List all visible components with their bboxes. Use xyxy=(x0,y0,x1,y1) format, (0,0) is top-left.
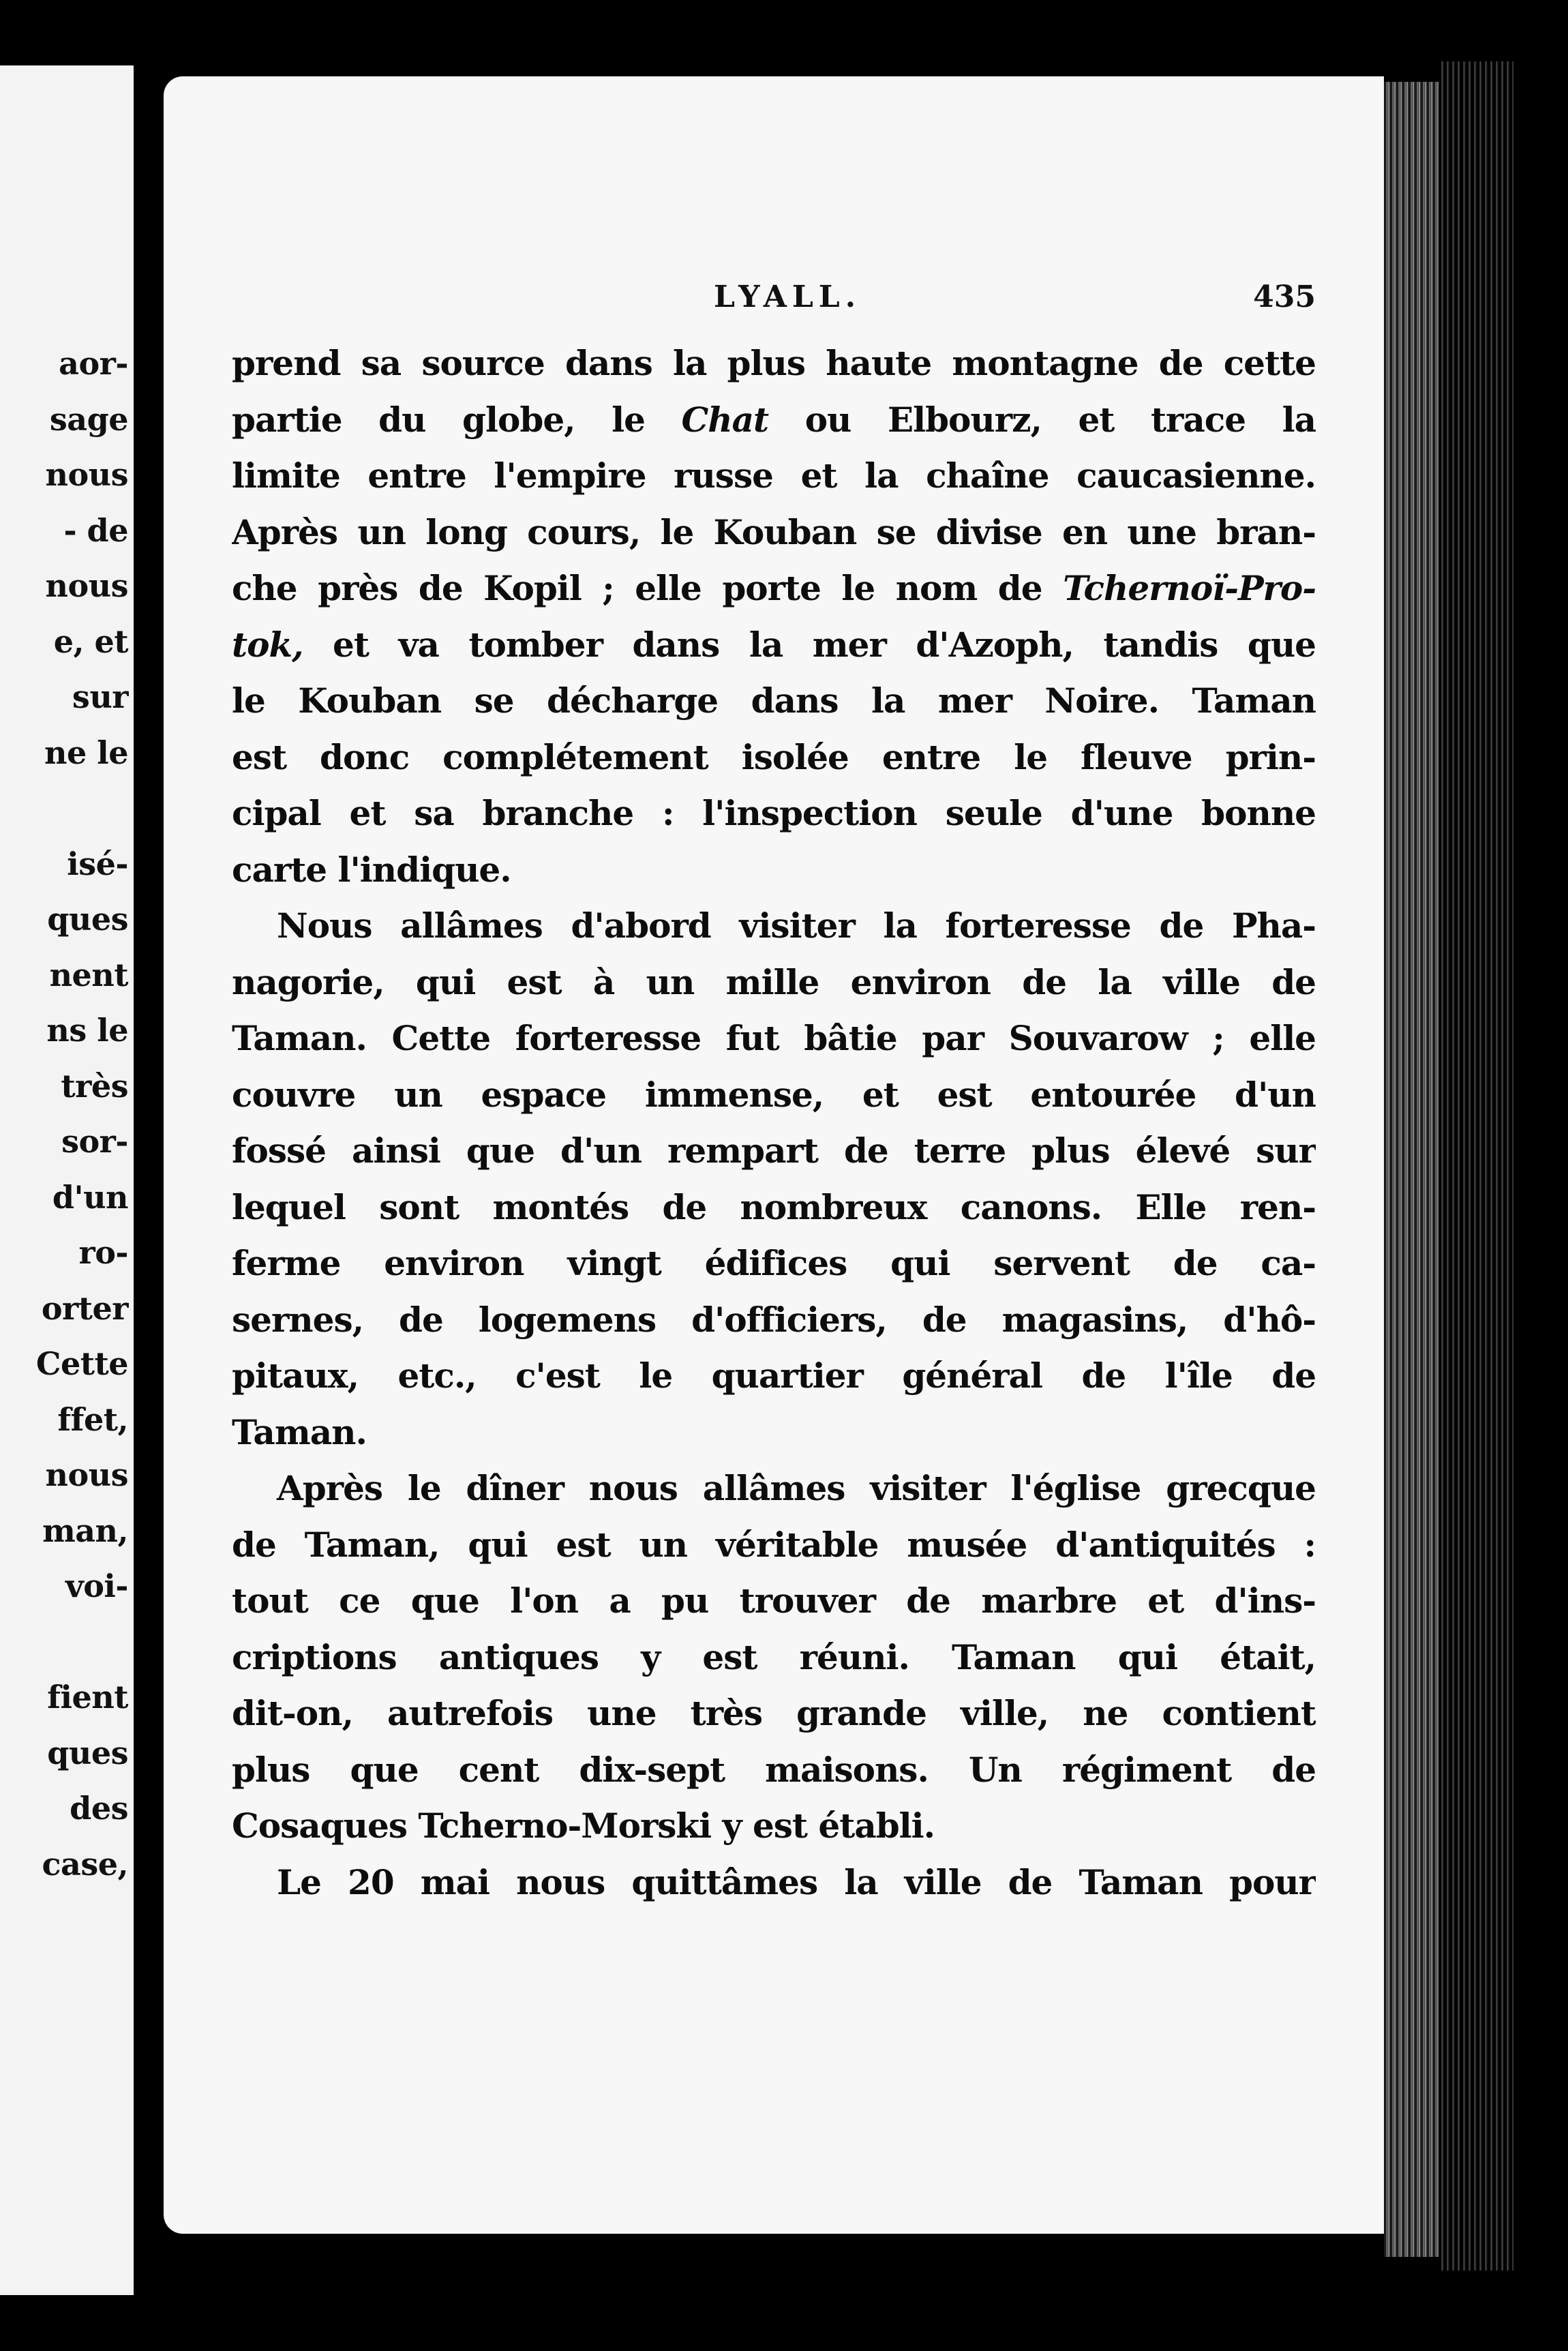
left-page-line: très xyxy=(61,1067,128,1105)
left-page-line: ques xyxy=(47,901,128,938)
text-line: sernes, de logemens d'officiers, de magasins, d'hô- xyxy=(232,1299,1316,1340)
text-line: fossé ainsi que d'un rempart de terre plus élevé sur xyxy=(232,1130,1316,1171)
text-line xyxy=(232,392,1316,449)
left-page-line: ffet, xyxy=(57,1401,128,1438)
left-page-line: nous xyxy=(45,567,128,604)
text-line: est donc complétement isolée entre le fleuve prin- xyxy=(232,736,1316,777)
left-page-line: ro- xyxy=(78,1234,128,1271)
left-page-line: orter xyxy=(41,1289,128,1327)
left-page-line: nent xyxy=(49,956,128,993)
text-line: le Kouban se décharge dans la mer Noire. Taman xyxy=(232,680,1316,721)
left-page-line: fient xyxy=(47,1679,128,1716)
left-page-line: case, xyxy=(42,1845,128,1883)
left-page-line: ne le xyxy=(44,734,128,771)
left-page-line: ns le xyxy=(46,1012,128,1049)
left-page-line: isé- xyxy=(67,845,128,882)
text-line: prend sa source dans la plus haute montagne de cette xyxy=(232,343,1316,383)
text-line: criptions antiques y est réuni. Taman qui était, xyxy=(232,1636,1316,1677)
text-line: dit-on, autrefois une très grande ville, ne contient xyxy=(232,1693,1316,1733)
text-line: Taman. xyxy=(232,1411,367,1452)
text-fragment: partie du globe, le xyxy=(232,399,682,440)
text-fragment: che près de Kopil ; elle porte le nom de xyxy=(232,568,1064,608)
text-line xyxy=(232,617,1316,674)
book-binding-edge xyxy=(1438,61,1513,2271)
text-line: Nous allâmes d'abord visiter la forteresse de Pha- xyxy=(277,905,1316,946)
left-page-line: e, et xyxy=(53,623,128,660)
italic-word: tok, xyxy=(232,624,303,665)
page-header xyxy=(232,280,1316,327)
text-line: de Taman, qui est un véritable musée d'antiquités : xyxy=(232,1524,1316,1565)
text-line: cipal et sa branche : l'inspection seule d'une bonne xyxy=(232,793,1316,833)
italic-word: Chat xyxy=(681,399,769,440)
left-page-line: ques xyxy=(47,1734,128,1771)
text-line: Le 20 mai nous quittâmes la ville de Taman pour xyxy=(277,1861,1316,1902)
left-page-line: man, xyxy=(42,1512,128,1549)
text-line: tout ce que l'on a pu trouver de marbre et d'ins- xyxy=(232,1581,1316,1621)
left-page-line: sur xyxy=(72,678,128,715)
text-line: Taman. Cette forteresse fut bâtie par Souvarow ; elle xyxy=(232,1018,1316,1058)
body-text xyxy=(232,335,1316,1911)
text-line: Après un long cours, le Kouban se divise en une bran- xyxy=(232,511,1316,552)
running-head: LYALL. xyxy=(713,280,862,314)
text-line xyxy=(232,560,1316,617)
text-line: lequel sont montés de nombreux canons. Elle ren- xyxy=(232,1186,1316,1227)
book-page xyxy=(164,76,1384,2234)
text-line: Après le dîner nous allâmes visiter l'église grecque xyxy=(277,1468,1316,1508)
text-line: ferme environ vingt édifices qui servent de ca- xyxy=(232,1243,1316,1283)
left-page-line: sage xyxy=(49,400,128,438)
italic-word: Tchernoï-Pro- xyxy=(1063,568,1316,608)
left-page-line: sor- xyxy=(61,1123,128,1160)
text-fragment: et va tomber dans la mer d'Azoph, tandis que xyxy=(303,624,1316,665)
left-page-line: aor- xyxy=(59,345,128,382)
text-line: pitaux, etc., c'est le quartier général de l'île de xyxy=(232,1356,1316,1396)
left-page-line: Cette xyxy=(35,1345,128,1382)
text-line: carte l'indique. xyxy=(232,849,511,890)
left-page-fragment xyxy=(0,65,134,2295)
text-line: Cosaques Tcherno-Morski y est établi. xyxy=(232,1806,935,1846)
left-page-line: des xyxy=(70,1790,128,1827)
text-line: limite entre l'empire russe et la chaîne caucasienne. xyxy=(232,455,1316,496)
page-number: 435 xyxy=(1253,280,1316,314)
text-fragment: ou Elbourz, et trace la xyxy=(768,399,1316,440)
text-line: nagorie, qui est à un mille environ de la ville de xyxy=(232,961,1316,1002)
left-page-line: d'un xyxy=(52,1178,128,1216)
text-line: couvre un espace immense, et est entourée d'un xyxy=(232,1074,1316,1115)
left-page-line: nous xyxy=(45,456,128,493)
left-page-line: - de xyxy=(63,511,128,549)
left-page-line: nous xyxy=(45,1456,128,1493)
text-line: plus que cent dix-sept maisons. Un régiment de xyxy=(232,1749,1316,1790)
left-page-line: voi- xyxy=(65,1568,128,1604)
